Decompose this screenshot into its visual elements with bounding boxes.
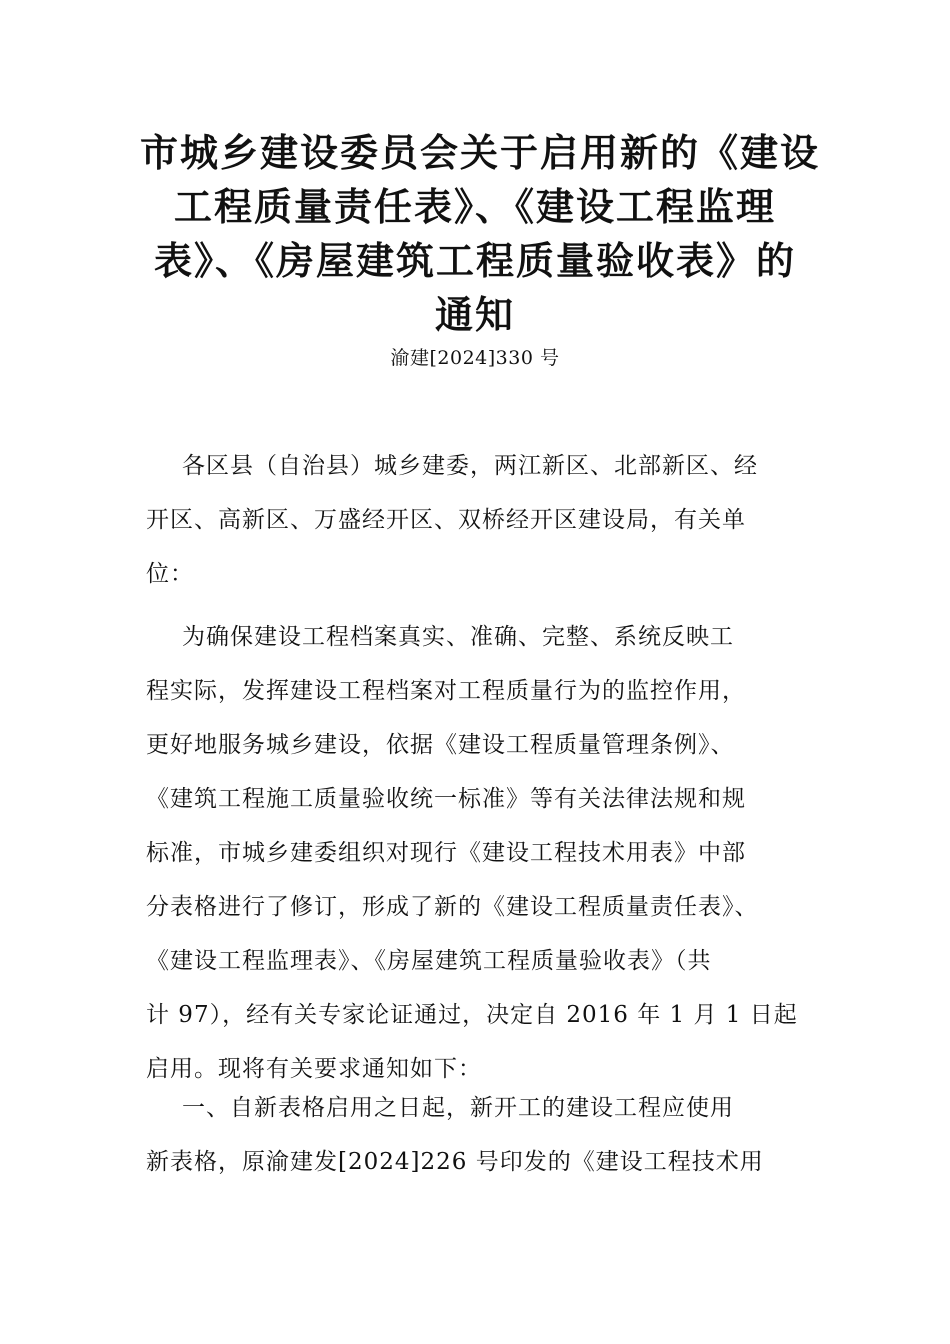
title-line: 通知 [434,293,515,337]
paragraph-line: 开区、高新区、万盛经开区、双桥经开区建设局，有关单 [146,507,746,533]
paragraph-line: 位： [146,561,194,587]
paragraph-line: 更好地服务城乡建设，依据《建设工程质量管理条例》、 [146,732,735,758]
paragraph-line: 计 97），经有关专家论证通过，决定自 2016 年 1 月 1 日起 [146,1002,798,1028]
paragraph-line: 标准，市城乡建委组织对现行《建设工程技术用表》中部 [146,840,746,866]
title-line: 表》、《房屋建筑工程质量验收表》的 [153,239,796,283]
document-title [140,126,821,342]
paragraph-line: 各区县（自治县）城乡建委，两江新区、北部新区、经 [182,453,758,479]
title-line: 工程质量责任表》、《建设工程监理 [173,185,776,229]
paragraph-line: 程实际，发挥建设工程档案对工程质量行为的监控作用， [146,678,746,704]
body-paragraph [146,610,806,1096]
paragraph-line: 《建筑工程施工质量验收统一标准》等有关法律法规和规 [146,786,746,812]
section-one-paragraph [146,1081,806,1189]
paragraph-line: 《建设工程监理表》、《房屋建筑工程质量验收表》（共 [146,948,712,974]
paragraph-line: 一、自新表格启用之日起，新开工的建设工程应使用 [182,1095,734,1121]
paragraph-line: 为确保建设工程档案真实、准确、完整、系统反映工 [182,624,734,650]
document-number: 渝建[2024]330 号 [390,347,560,369]
paragraph-line: 分表格进行了修订，形成了新的《建设工程质量责任表》、 [146,894,759,920]
title-line: 市城乡建设委员会关于启用新的《建设 [140,131,821,175]
paragraph-line: 新表格，原渝建发[2024]226 号印发的《建设工程技术用 [146,1149,764,1175]
paragraph-line: 启用。现将有关要求通知如下： [146,1056,482,1082]
addressee-paragraph [146,439,806,601]
